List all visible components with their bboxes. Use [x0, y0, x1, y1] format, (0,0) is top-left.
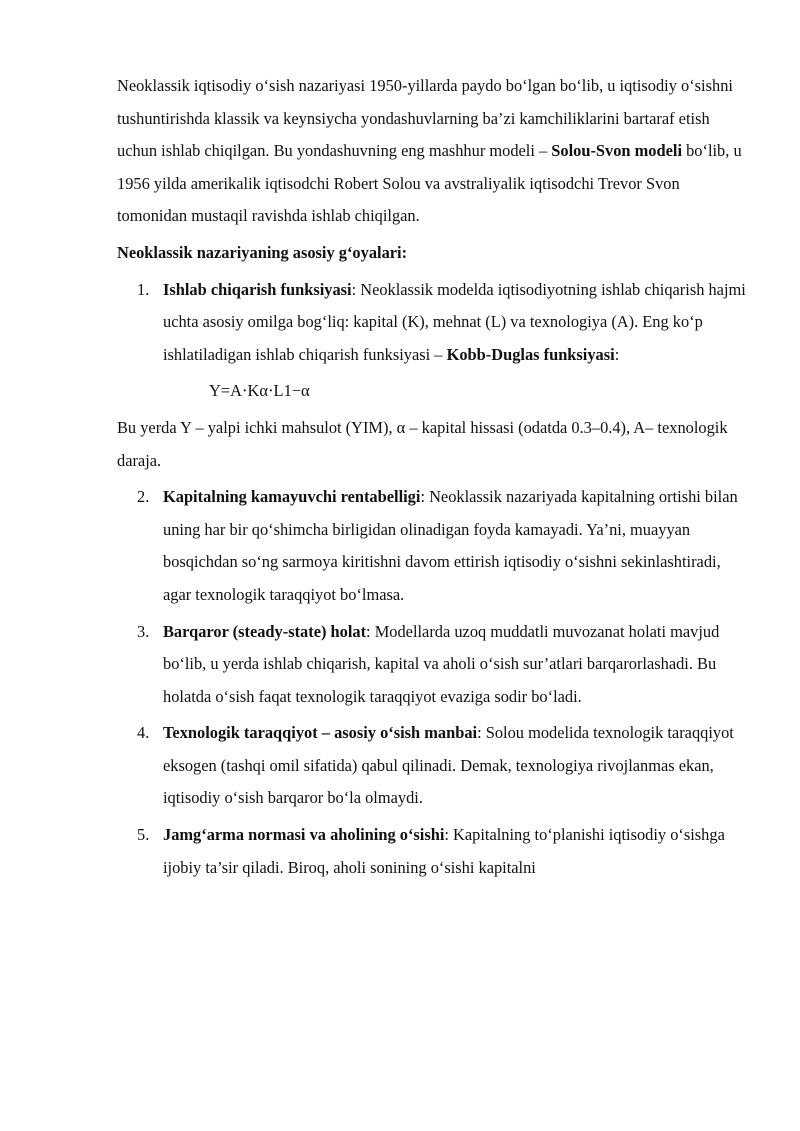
intro-bold-model: Solou-Svon modeli [551, 141, 682, 161]
list-item-4 [117, 717, 747, 815]
list-number: 3. [137, 621, 150, 641]
list-item-text-end: : [614, 344, 620, 364]
list-item-text: : Kapitalning to‘planishi iqtisodiy o‘sishga ijobiy ta’sir qiladi. Biroq, aholi sonining o‘sishi kapitalni [163, 825, 725, 877]
list-item-text: : Neoklassik nazariyada kapitalning ortishi bilan uning har bir qo‘shimcha birligidan olinadigan foyda kamayadi. Ya’ni, muayyan bosqichdan so‘ng sarmoya kiritishni davom ettirish iqtisodiy o‘sishni sekinlashtiradi, agar texnologik taraqqiyot bo‘lmasa. [163, 487, 738, 604]
list-item-body [163, 274, 747, 372]
intro-paragraph [117, 70, 747, 233]
list-item-3 [117, 616, 747, 714]
list-item-text: : Modellarda uzoq muddatli muvozanat holati mavjud bo‘lib, u yerda ishlab chiqarish, kapital va aholi o‘sish sur’atlari barqarorlashadi. Bu holatda o‘sish faqat texnologik taraqqiyot evaziga sodir bo‘ladi. [163, 621, 720, 706]
list-item-title: Barqaror (steady-state) holat [163, 621, 367, 641]
list-item-title: Kapitalning kamayuvchi rentabelligi [163, 487, 421, 507]
section-heading: Neoklassik nazariyaning asosiy g‘oyalari: [117, 242, 408, 262]
formula: Y=A⋅Kα⋅L1−α [209, 381, 310, 401]
list-item-title: Texnologik taraqqiyot – asosiy o‘sish manbai [163, 723, 478, 743]
list-number: 5. [137, 825, 150, 845]
list-item-text: : Solou modelida texnologik taraqqiyot eksogen (tashqi omil sifatida) qabul qilinadi. Demak, texnologiya rivojlanmas ekan, iqtisodiy o‘sish barqaror bo‘la olmaydi. [163, 723, 734, 808]
document-page [117, 70, 747, 888]
list-item-body [163, 481, 747, 611]
list-item-title: Ishlab chiqarish funksiyasi [163, 279, 352, 299]
list-item-5 [117, 819, 747, 884]
list-number: 1. [137, 279, 150, 299]
list-number: 4. [137, 723, 150, 743]
list-item-2 [117, 481, 747, 611]
intro-text-2: bo‘lib, u 1956 yilda amerikalik iqtisodchi Robert Solou va avstraliyalik iqtisodchi Trevor Svon tomonidan mustaqil ravishda ishlab chiqilgan. [117, 141, 742, 226]
list-item-bold-term: Kobb-Duglas funksiyasi [446, 344, 615, 364]
list-item-text: : Neoklassik modelda iqtisodiyotning ishlab chiqarish hajmi uchta asosiy omilga bog‘liq: kapital (K), mehnat (L) va texnologiya (A). Eng ko‘p ishlatiladigan ishlab chiqarish funksiyasi – [163, 279, 746, 364]
intro-text-1: Neoklassik iqtisodiy o‘sish nazariyasi 1950-yillarda paydo bo‘lgan bo‘lib, u iqtisodiy o‘sishni tushuntirishda klassik va keynsiycha yondashuvlarning ba’zi kamchiliklarini bartaraf etish uchun ishlab chiqilgan. Bu yondashuvning eng mashhur modeli – [117, 76, 733, 161]
list-item-body [163, 616, 747, 714]
list-item-body [163, 819, 747, 884]
list-item-1 [117, 274, 747, 372]
formula-explanation: Bu yerda Y – yalpi ichki mahsulot (YIM), α – kapital hissasi (odatda 0.3–0.4), A– texnologik daraja. [117, 417, 728, 470]
list-number: 2. [137, 487, 150, 507]
list-item-body [163, 717, 747, 815]
list-item-title: Jamg‘arma normasi va aholining o‘sishi [163, 825, 445, 845]
